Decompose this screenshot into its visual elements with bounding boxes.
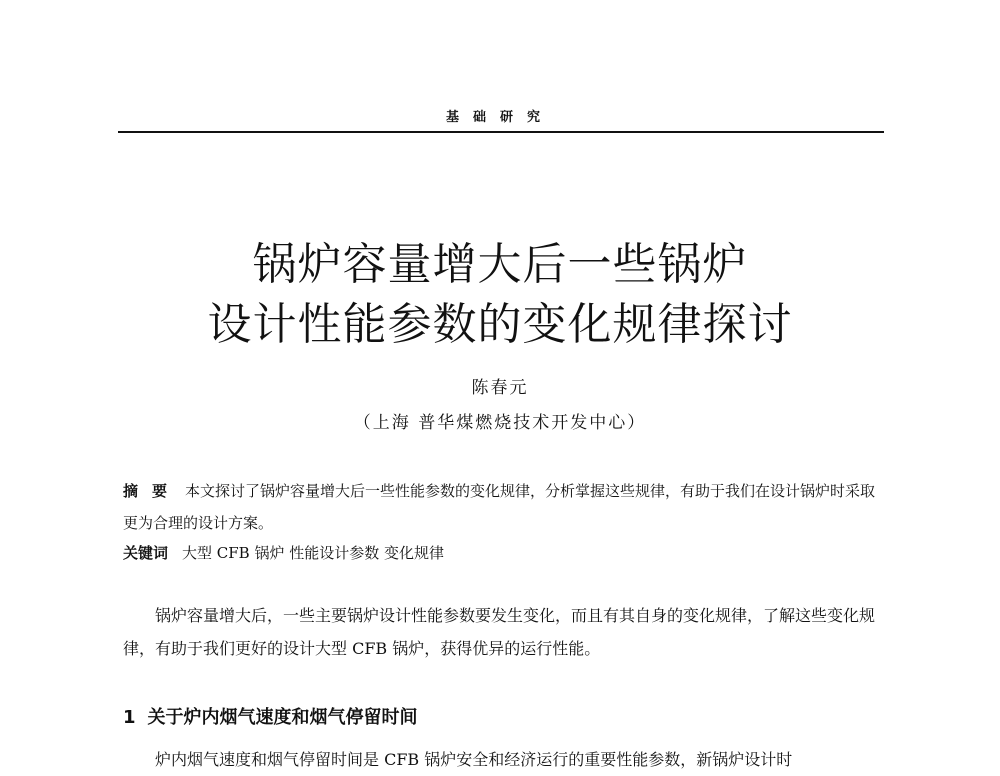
section-1-title: 关于炉内烟气速度和烟气停留时间 <box>147 707 418 728</box>
section-1-body: 炉内烟气速度和烟气停留时间是 CFB 锅炉安全和经济运行的重要性能参数，新锅炉设计时 <box>155 750 793 769</box>
abstract <box>123 475 888 539</box>
keywords <box>123 540 888 566</box>
running-header: 基础研究 <box>445 110 554 125</box>
intro-paragraph: 锅炉容量增大后，一些主要锅炉设计性能参数要发生变化，而且有其自身的变化规律，了解这些变化规律，有助于我们更好的设计大型 CFB 锅炉，获得优异的运行性能。 <box>123 606 876 658</box>
abstract-text: 本文探讨了锅炉容量增大后一些性能参数的变化规律，分析掌握这些规律，有助于我们在设计锅炉时采取更为合理的设计方案。 <box>123 482 876 532</box>
section-1-heading <box>123 703 418 729</box>
author-name: 陈春元 <box>471 378 529 398</box>
keywords-label: 关键词 <box>123 544 169 562</box>
section-1-number: 1 <box>123 707 136 728</box>
keywords-text: 大型 CFB 锅炉 性能设计参数 变化规律 <box>182 544 444 562</box>
paper-title-line-1: 锅炉容量增大后一些锅炉 <box>252 239 748 290</box>
header-rule <box>118 131 884 133</box>
author-affiliation: （上海 普华煤燃烧技术开发中心） <box>353 413 647 433</box>
paper-title-line-2: 设计性能参数的变化规律探讨 <box>207 299 793 350</box>
abstract-label: 摘要 <box>123 482 182 500</box>
